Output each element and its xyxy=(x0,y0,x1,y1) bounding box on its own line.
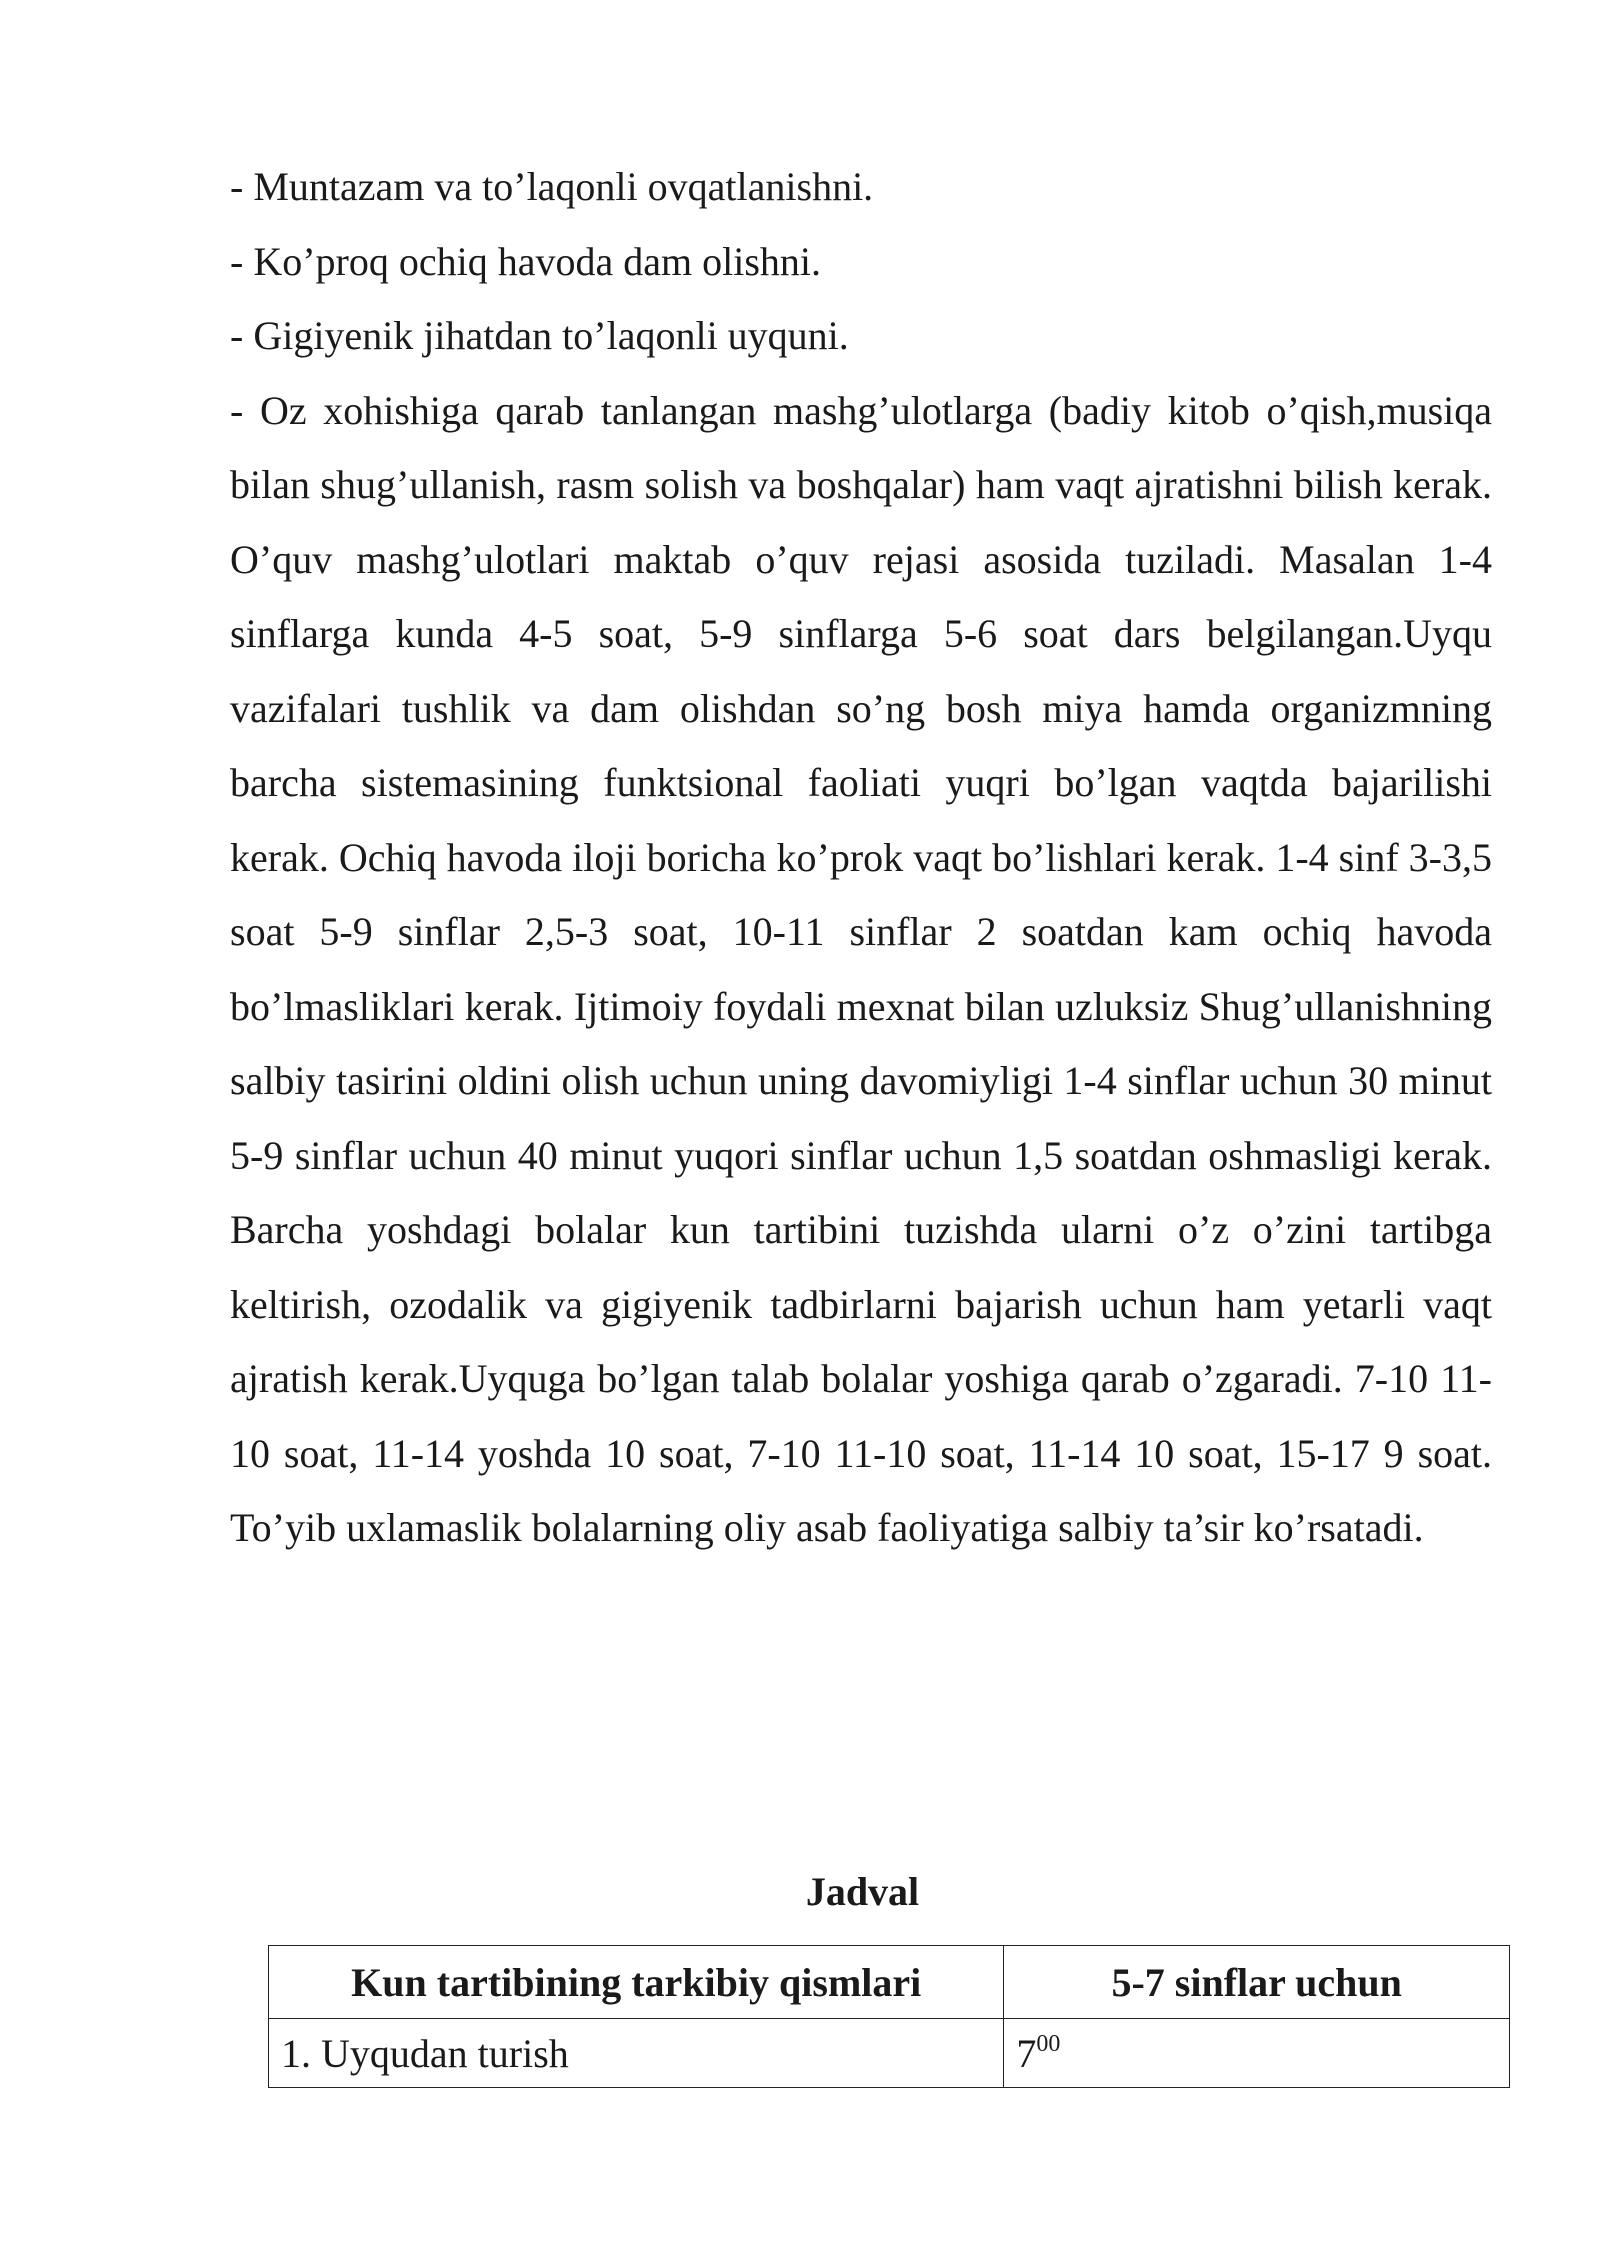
list-item: - Muntazam va to’laqonli ovqatlanishni. xyxy=(230,164,874,209)
column-header-grades: 5-7 sinflar uchun xyxy=(1004,1946,1510,2019)
time-minutes: 00 xyxy=(1036,2030,1061,2057)
schedule-table xyxy=(268,1945,1510,2088)
row-time xyxy=(1004,2019,1510,2088)
column-header-components: Kun tartibining tarkibiy qismlari xyxy=(269,1946,1004,2019)
table-row xyxy=(269,2019,1510,2088)
text-body xyxy=(230,150,1492,1566)
table-header-row xyxy=(269,1946,1510,2019)
time-hour: 7 xyxy=(1016,2030,1037,2076)
list-item: - Gigiyenik jihatdan to’laqonli uyquni. xyxy=(230,313,849,358)
body-paragraph: - Oz xohishiga qarab tanlangan mashg’ulotlarga (badiy kitob o’qish,musiqa bilan shug’ullanish, rasm solish va boshqalar) ham vaqt ajratishni bilish kerak. O’quv mashg’ulotlari maktab o’quv rejasi asosida tuziladi. Masalan 1-4 sinflarga kunda 4-5 soat, 5-9 sinflarga 5-6 soat dars belgilangan.Uyqu vazifalari tushlik va dam olishdan so’ng bosh miya hamda organizmning barcha sistemasining funktsional faoliati yuqri bo’lgan vaqtda bajarilishi kerak. Ochiq havoda iloji boricha ko’prok vaqt bo’lishlari kerak. 1-4 sinf 3-3,5 soat 5-9 sinflar 2,5-3 soat, 10-11 sinflar 2 soatdan kam ochiq havoda bo’lmasliklari kerak. Ijtimoiy foydali mexnat bilan uzluksiz Shug’ullanishning salbiy tasirini oldini olish uchun uning davomiyligi 1-4 sinflar uchun 30 minut 5-9 sinflar uchun 40 minut yuqori sinflar uchun 1,5 soatdan oshmasligi kerak. Barcha yoshdagi bolalar kun tartibini tuzishda ularni o’z o’zini tartibga keltirish, ozodalik va gigiyenik tadbirlarni bajarish uchun ham yetarli vaqt ajratish kerak.Uyquga bo’lgan talab bolalar yoshiga qarab o’zgaradi. 7-10 11-10 soat, 11-14 yoshda 10 soat, 7-10 11-10 soat, 11-14 10 soat, 15-17 9 soat. To’yib uxlamaslik bolalarning oliy asab faoliyatiga salbiy ta’sir ko’rsatadi. xyxy=(230,387,1492,1550)
row-item: 1. Uyqudan turish xyxy=(269,2019,1004,2088)
table-title: Jadval xyxy=(805,1869,920,1914)
list-item: - Ko’proq ochiq havoda dam olishni. xyxy=(230,238,821,284)
